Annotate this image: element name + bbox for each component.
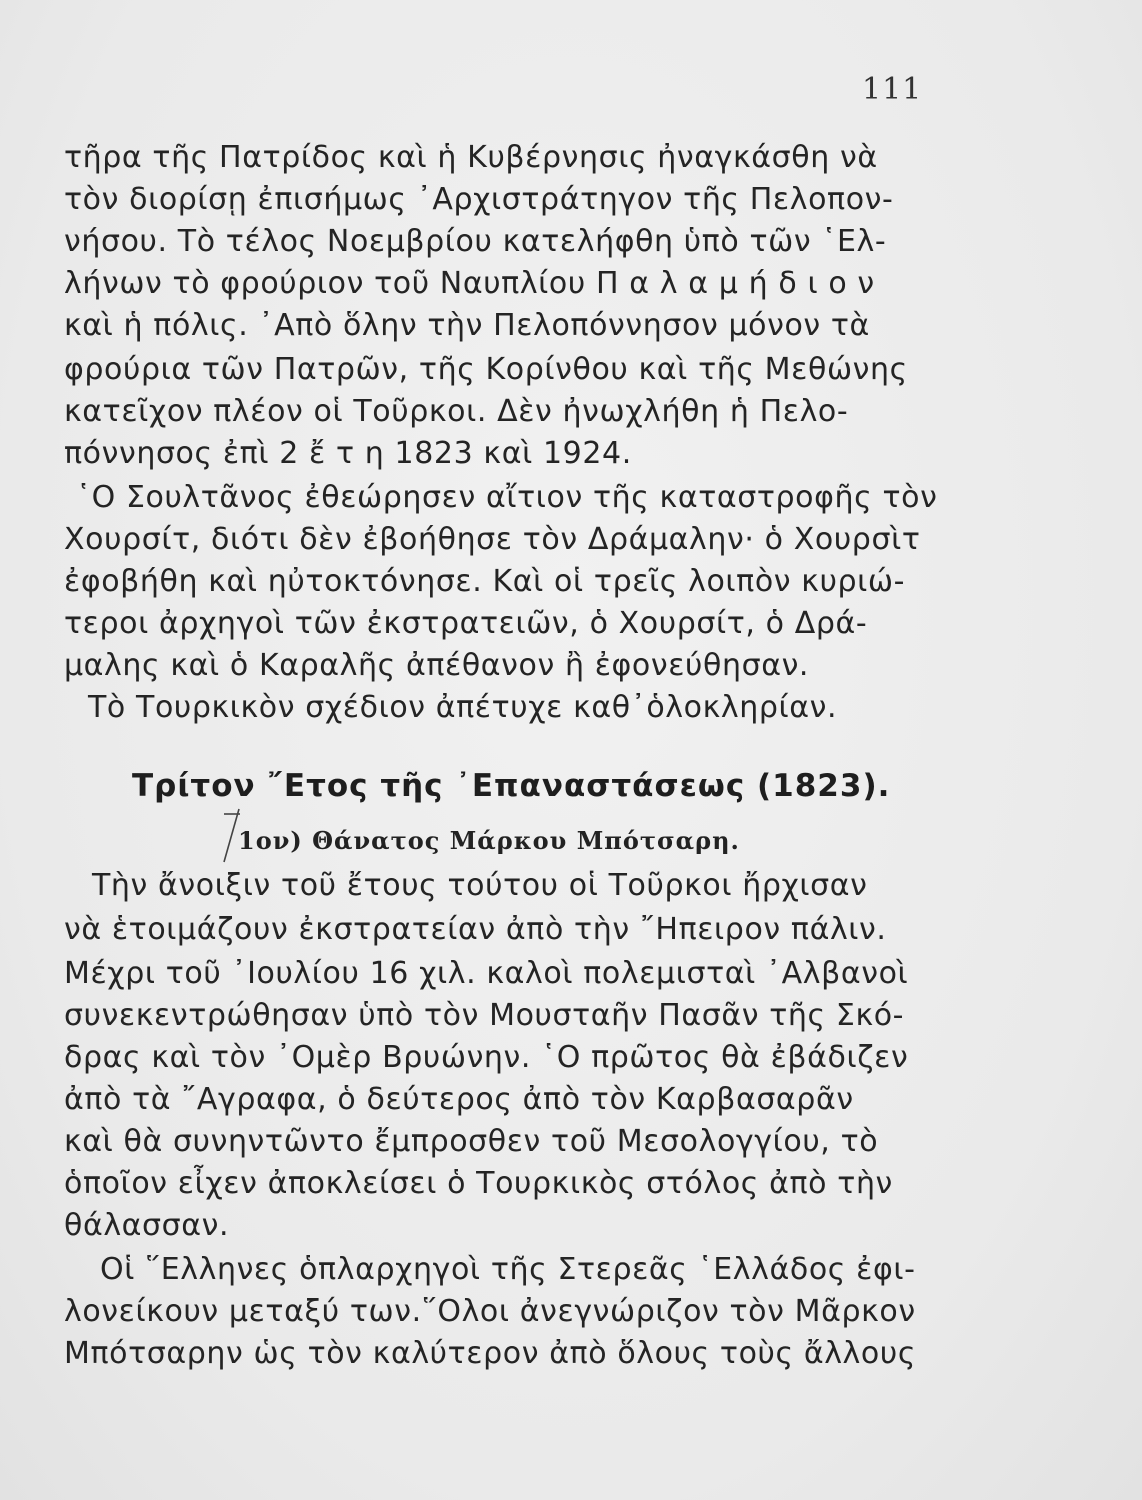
- section-heading: Τρίτον ῎Ετος τῆς ᾿Επαναστάσεως (1823).: [132, 768, 891, 804]
- text-line: Μπότσαρην ὡς τὸν καλύτερον ἀπὸ ὅλους τοὺς ἄλλους: [64, 1336, 917, 1371]
- text-line: κατεῖχον πλέον οἱ Τοῦρκοι. Δὲν ἠνωχλήθη ἡ Πελο-: [64, 394, 849, 429]
- text-line: Τὴν ἄνοιξιν τοῦ ἔτους τούτου οἱ Τοῦρκοι ἤρχισαν: [92, 868, 868, 903]
- text-line: συνεκεντρώθησαν ὑπὸ τὸν Μουσταῆν Πασᾶν τῆς Σκό-: [64, 998, 905, 1033]
- subsection-heading: 1ον) Θάνατος Μάρκου Μπότσαρη.: [238, 826, 740, 855]
- text-line: ἀπὸ τὰ ῎Αγραφα, ὁ δεύτερος ἀπὸ τὸν Καρβασαρᾶν: [64, 1082, 854, 1117]
- text-line: νὰ ἑτοιμάζουν ἐκστρατείαν ἀπὸ τὴν ῎Ηπειρον πάλιν.: [64, 912, 887, 947]
- text-line: νήσου. Τὸ τέλος Νοεμβρίου κατελήφθη ὑπὸ τῶν ῾Ελ-: [64, 224, 887, 259]
- text-line: Τὸ Τουρκικὸν σχέδιον ἀπέτυχε καθ᾿ὁλοκληρίαν.: [88, 690, 838, 725]
- text-line: καὶ ἡ πόλις. ᾿Απὸ ὅλην τὴν Πελοπόννησον μόνον τὰ: [64, 308, 870, 343]
- text-line: θάλασσαν.: [64, 1208, 230, 1243]
- text-line: Μέχρι τοῦ ᾿Ιουλίου 16 χιλ. καλοὶ πολεμισταὶ ᾿Αλβανοὶ: [64, 956, 909, 991]
- text-line: λονείκουν μεταξύ των.῞Ολοι ἀνεγνώριζον τὸν Μᾶρκον: [64, 1294, 916, 1329]
- text-line: λήνων τὸ φρούριον τοῦ Ναυπλίου Π α λ α μ ή δ ι ο ν: [64, 266, 875, 301]
- text-line: καὶ θὰ συνηντῶντο ἔμπροσθεν τοῦ Μεσολογγίου, τὸ: [64, 1124, 879, 1159]
- text-line: Χουρσίτ, διότι δὲν ἐβοήθησε τὸν Δράμαλην· ὁ Χουρσὶτ: [64, 522, 921, 557]
- page-number: 111: [862, 72, 923, 107]
- text-line: πόννησος ἐπὶ 2 ἔ τ η 1823 καὶ 1924.: [64, 436, 632, 471]
- text-line: δρας καὶ τὸν ᾿Ομὲρ Βρυώνην. ῾Ο πρῶτος θὰ ἐβάδιζεν: [64, 1040, 909, 1075]
- text-line: τῆρα τῆς Πατρίδος καὶ ἡ Κυβέρνησις ἠναγκάσθη νὰ: [64, 140, 878, 175]
- text-line: τεροι ἀρχηγοὶ τῶν ἐκστρατειῶν, ὁ Χουρσίτ, ὁ Δρά-: [64, 606, 868, 641]
- text-line: ἐφοβήθη καὶ ηὐτοκτόνησε. Καὶ οἱ τρεῖς λοιπὸν κυριώ-: [64, 564, 906, 599]
- text-line: Οἱ ῞Ελληνες ὁπλαρχηγοὶ τῆς Στερεᾶς ῾Ελλάδος ἐφι-: [100, 1252, 916, 1287]
- text-line: ῾Ο Σουλτᾶνος ἐθεώρησεν αἴτιον τῆς καταστροφῆς τὸν: [76, 480, 938, 515]
- text-line: μαλης καὶ ὁ Καραλῆς ἀπέθανον ἢ ἐφονεύθησαν.: [64, 648, 810, 683]
- text-line: ὁποῖον εἶχεν ἀποκλείσει ὁ Τουρκικὸς στόλος ἀπὸ τὴν: [64, 1166, 893, 1201]
- text-line: τὸν διορίσῃ ἐπισήμως ᾿Αρχιστράτηγον τῆς Πελοπον-: [64, 182, 894, 217]
- text-line: φρούρια τῶν Πατρῶν, τῆς Κορίνθου καὶ τῆς Μεθώνης: [64, 352, 908, 387]
